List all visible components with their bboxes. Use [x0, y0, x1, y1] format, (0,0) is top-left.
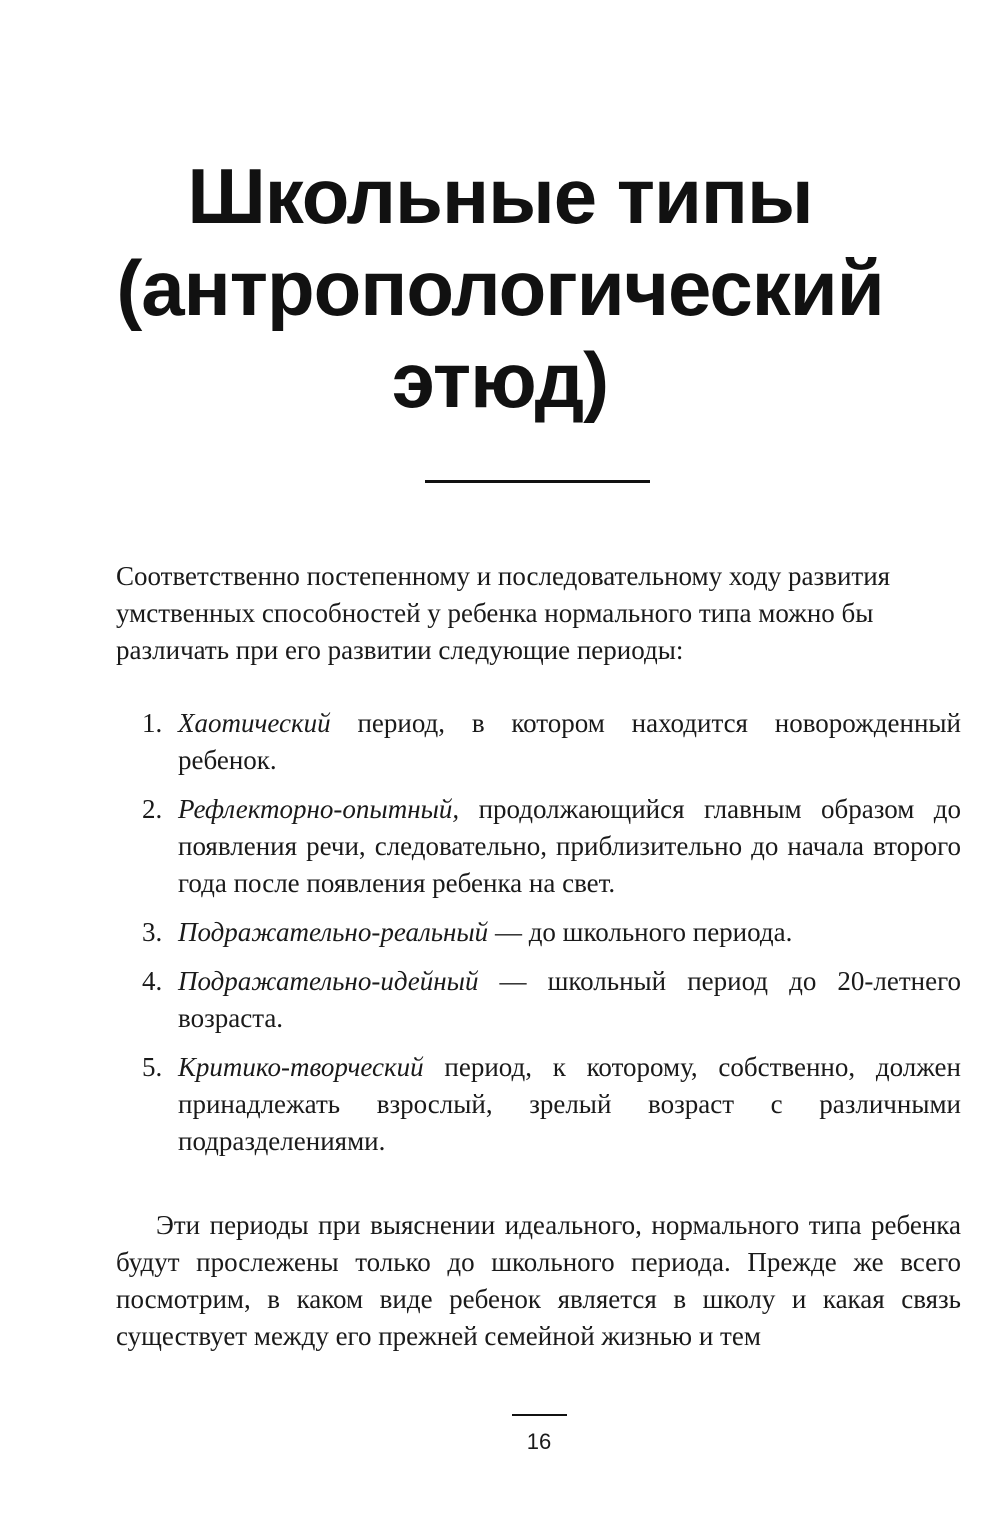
list-item — [116, 705, 961, 779]
intro-text: Соответственно постепенному и последовательному ходу развития умственных способностей у ребенка нормального типа можно бы различать при его развитии следующие периоды: — [116, 561, 891, 665]
list-item-number: 5. — [142, 1052, 163, 1082]
footer-divider — [512, 1414, 567, 1416]
period-name: Критико-творческий — [178, 1052, 424, 1082]
chapter-title — [0, 150, 1000, 426]
list-item — [116, 791, 961, 902]
period-name: Подражательно-идейный — [178, 966, 479, 996]
period-description: продолжающийся главным образом до появления речи, следовательно, приблизительно до начала второго года после появления ребенка на свет. — [178, 794, 961, 898]
closing-paragraph — [116, 1207, 961, 1355]
list-item-number: 1. — [142, 708, 163, 738]
intro-paragraph — [116, 558, 961, 669]
period-name: Хаотический — [178, 708, 331, 738]
chapter-title-line-2: (антропологический — [116, 244, 884, 332]
chapter-title-line-1: Школьные типы — [187, 152, 813, 240]
title-divider — [425, 480, 650, 483]
periods-list — [116, 705, 961, 1172]
list-item-number: 2. — [142, 794, 163, 824]
list-item — [116, 1049, 961, 1160]
period-name: Рефлекторно-опытный, — [178, 794, 460, 824]
period-description: период, в котором находится новорожденный ребенок. — [178, 708, 961, 775]
list-item-number: 3. — [142, 917, 163, 947]
list-item — [116, 914, 961, 951]
period-description: — до школьного периода. — [488, 917, 793, 947]
period-description: период, к которому, собственно, должен принадлежать взрослый, зрелый возраст с различными подразделениями. — [178, 1052, 961, 1156]
closing-text: Эти периоды при выяснении идеального, нормального типа ребенка будут прослежены только до школьного периода. Прежде же всего посмотрим, в каком виде ребенок является в школу и какая связь существует между его прежней семейной жизнью и тем — [116, 1210, 961, 1351]
page-number: 16 — [526, 1429, 552, 1454]
period-description: — школьный период до 20-летнего возраста. — [178, 966, 961, 1033]
period-name: Подражательно-реальный — [178, 917, 489, 947]
list-item — [116, 963, 961, 1037]
list-item-number: 4. — [142, 966, 163, 996]
chapter-title-line-3: этюд) — [391, 336, 609, 424]
